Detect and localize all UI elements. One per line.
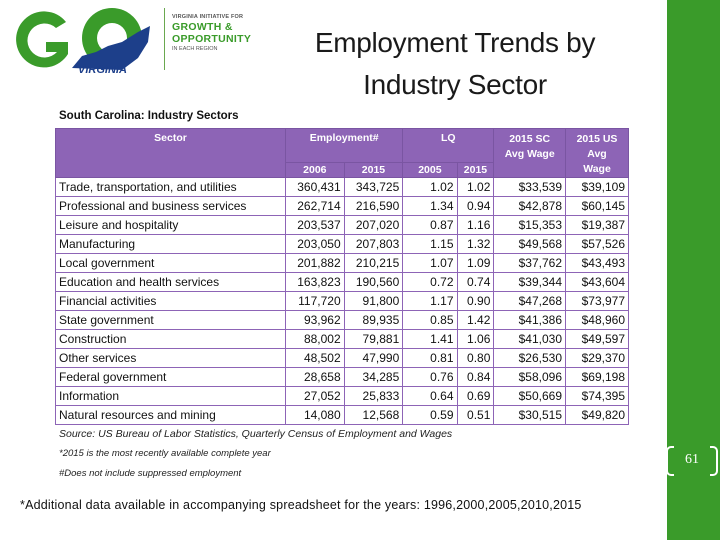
cell-emp-2015: 343,725 xyxy=(344,178,403,197)
table-row xyxy=(56,254,629,273)
cell-emp-2006: 14,080 xyxy=(286,406,345,425)
cell-sector: Trade, transportation, and utilities xyxy=(56,178,286,197)
cell-sector: Education and health services xyxy=(56,273,286,292)
cell-emp-2015: 47,990 xyxy=(344,349,403,368)
cell-sc-wage: $41,030 xyxy=(494,330,566,349)
table-row xyxy=(56,387,629,406)
table-body xyxy=(56,178,629,425)
cell-lq-2005: 0.81 xyxy=(403,349,457,368)
cell-lq-2015: 1.42 xyxy=(457,311,494,330)
cell-emp-2015: 207,020 xyxy=(344,216,403,235)
cell-lq-2015: 1.06 xyxy=(457,330,494,349)
cell-emp-2006: 27,052 xyxy=(286,387,345,406)
table-row xyxy=(56,235,629,254)
table-row xyxy=(56,311,629,330)
cell-sector: Federal government xyxy=(56,368,286,387)
cell-lq-2005: 0.59 xyxy=(403,406,457,425)
cell-us-wage: $74,395 xyxy=(566,387,629,406)
cell-lq-2005: 1.41 xyxy=(403,330,457,349)
slide-footnote: *Additional data available in accompanying spreadsheet for the years: 1996,2000,2005,2010,2015 xyxy=(20,498,582,512)
cell-lq-2005: 1.17 xyxy=(403,292,457,311)
industry-sector-table xyxy=(55,128,629,425)
cell-lq-2015: 0.90 xyxy=(457,292,494,311)
page-number-text: 61 xyxy=(685,452,699,467)
cell-emp-2006: 262,714 xyxy=(286,197,345,216)
cell-emp-2015: 207,803 xyxy=(344,235,403,254)
cell-emp-2006: 163,823 xyxy=(286,273,345,292)
cell-sc-wage: $58,096 xyxy=(494,368,566,387)
cell-sc-wage: $26,530 xyxy=(494,349,566,368)
cell-emp-2015: 34,285 xyxy=(344,368,403,387)
header-emp-2015: 2015 xyxy=(344,163,403,178)
cell-lq-2015: 0.84 xyxy=(457,368,494,387)
cell-sc-wage: $41,386 xyxy=(494,311,566,330)
header-employment: Employment# xyxy=(286,129,403,163)
cell-sector: Natural resources and mining xyxy=(56,406,286,425)
cell-emp-2015: 91,800 xyxy=(344,292,403,311)
cell-us-wage: $69,198 xyxy=(566,368,629,387)
cell-us-wage: $49,820 xyxy=(566,406,629,425)
logo-opportunity: OPPORTUNITY xyxy=(172,33,252,45)
table-row xyxy=(56,178,629,197)
cell-us-wage: $29,370 xyxy=(566,349,629,368)
logo-region: IN EACH REGION xyxy=(172,46,218,52)
header-sector: Sector xyxy=(56,129,286,178)
table-heading: South Carolina: Industry Sectors xyxy=(59,110,239,122)
cell-sector: Manufacturing xyxy=(56,235,286,254)
cell-emp-2006: 48,502 xyxy=(286,349,345,368)
cell-emp-2015: 25,833 xyxy=(344,387,403,406)
cell-lq-2015: 0.69 xyxy=(457,387,494,406)
cell-lq-2005: 0.64 xyxy=(403,387,457,406)
cell-lq-2015: 1.32 xyxy=(457,235,494,254)
cell-lq-2005: 1.02 xyxy=(403,178,457,197)
table-row xyxy=(56,292,629,311)
cell-sc-wage: $33,539 xyxy=(494,178,566,197)
cell-emp-2015: 216,590 xyxy=(344,197,403,216)
cell-lq-2005: 0.76 xyxy=(403,368,457,387)
cell-lq-2015: 1.16 xyxy=(457,216,494,235)
cell-lq-2005: 1.07 xyxy=(403,254,457,273)
header-emp-2006: 2006 xyxy=(286,163,345,178)
cell-sc-wage: $50,669 xyxy=(494,387,566,406)
cell-sc-wage: $39,344 xyxy=(494,273,566,292)
cell-sc-wage: $49,568 xyxy=(494,235,566,254)
cell-lq-2005: 0.87 xyxy=(403,216,457,235)
cell-us-wage: $73,977 xyxy=(566,292,629,311)
cell-emp-2006: 93,962 xyxy=(286,311,345,330)
header-us-wage-line2: Avg xyxy=(587,148,607,160)
cell-emp-2015: 190,560 xyxy=(344,273,403,292)
cell-emp-2006: 203,050 xyxy=(286,235,345,254)
cell-us-wage: $19,387 xyxy=(566,216,629,235)
slide-title xyxy=(270,22,640,106)
logo-virginia-text: VIRGINIA xyxy=(78,64,127,76)
cell-sector: Construction xyxy=(56,330,286,349)
table-note-year: *2015 is the most recently available complete year xyxy=(59,448,271,459)
cell-sector: Local government xyxy=(56,254,286,273)
cell-us-wage: $43,604 xyxy=(566,273,629,292)
cell-sector: Financial activities xyxy=(56,292,286,311)
cell-lq-2015: 1.09 xyxy=(457,254,494,273)
cell-emp-2015: 12,568 xyxy=(344,406,403,425)
cell-sector: Professional and business services xyxy=(56,197,286,216)
cell-sc-wage: $47,268 xyxy=(494,292,566,311)
cell-us-wage: $57,526 xyxy=(566,235,629,254)
cell-lq-2015: 0.74 xyxy=(457,273,494,292)
table-row xyxy=(56,349,629,368)
header-us-wage-line3: Wage xyxy=(583,163,611,175)
go-virginia-logo xyxy=(4,2,264,82)
header-lq: LQ xyxy=(403,129,494,163)
cell-lq-2005: 1.15 xyxy=(403,235,457,254)
title-line-1: Employment Trends by xyxy=(314,27,596,58)
cell-lq-2005: 0.72 xyxy=(403,273,457,292)
cell-lq-2005: 0.85 xyxy=(403,311,457,330)
cell-emp-2006: 201,882 xyxy=(286,254,345,273)
cell-sector: State government xyxy=(56,311,286,330)
cell-emp-2006: 88,002 xyxy=(286,330,345,349)
cell-sc-wage: $15,353 xyxy=(494,216,566,235)
header-sc-wage xyxy=(494,129,566,178)
logo-growth: GROWTH & xyxy=(172,21,233,33)
cell-emp-2015: 210,215 xyxy=(344,254,403,273)
cell-emp-2006: 28,658 xyxy=(286,368,345,387)
cell-sector: Leisure and hospitality xyxy=(56,216,286,235)
header-lq-2005: 2005 xyxy=(403,163,457,178)
header-us-wage-line1: 2015 US xyxy=(576,133,618,145)
page-number xyxy=(666,446,720,476)
table-note-suppressed: #Does not include suppressed employment xyxy=(59,468,242,479)
table-row xyxy=(56,197,629,216)
cell-emp-2015: 79,881 xyxy=(344,330,403,349)
cell-lq-2015: 0.94 xyxy=(457,197,494,216)
cell-sc-wage: $37,762 xyxy=(494,254,566,273)
cell-emp-2006: 117,720 xyxy=(286,292,345,311)
table-row xyxy=(56,368,629,387)
header-us-wage xyxy=(566,129,629,178)
cell-sector: Other services xyxy=(56,349,286,368)
industry-table-panel xyxy=(55,106,629,484)
logo-tagline xyxy=(172,14,272,53)
cell-emp-2006: 360,431 xyxy=(286,178,345,197)
cell-us-wage: $60,145 xyxy=(566,197,629,216)
cell-emp-2015: 89,935 xyxy=(344,311,403,330)
cell-us-wage: $48,960 xyxy=(566,311,629,330)
cell-sc-wage: $30,515 xyxy=(494,406,566,425)
cell-lq-2015: 0.80 xyxy=(457,349,494,368)
cell-sector: Information xyxy=(56,387,286,406)
logo-go-text: GO xyxy=(4,2,6,3)
cell-us-wage: $49,597 xyxy=(566,330,629,349)
cell-lq-2005: 1.34 xyxy=(403,197,457,216)
cell-emp-2006: 203,537 xyxy=(286,216,345,235)
header-lq-2015: 2015 xyxy=(457,163,494,178)
table-row xyxy=(56,216,629,235)
cell-lq-2015: 0.51 xyxy=(457,406,494,425)
table-row xyxy=(56,406,629,425)
cell-lq-2015: 1.02 xyxy=(457,178,494,197)
table-row xyxy=(56,330,629,349)
cell-us-wage: $39,109 xyxy=(566,178,629,197)
page-bracket-left xyxy=(666,446,674,476)
logo-divider xyxy=(164,8,165,70)
title-line-2: Industry Sector xyxy=(363,69,547,100)
cell-sc-wage: $42,878 xyxy=(494,197,566,216)
logo-initiative: VIRGINIA INITIATIVE FOR xyxy=(172,14,244,20)
cell-us-wage: $43,493 xyxy=(566,254,629,273)
page-bracket-right xyxy=(710,446,718,476)
header-sc-wage-line2: Avg Wage xyxy=(504,148,555,160)
table-row xyxy=(56,273,629,292)
table-source: Source: US Bureau of Labor Statistics, Quarterly Census of Employment and Wages xyxy=(59,428,453,440)
header-sc-wage-line1: 2015 SC xyxy=(509,133,551,145)
